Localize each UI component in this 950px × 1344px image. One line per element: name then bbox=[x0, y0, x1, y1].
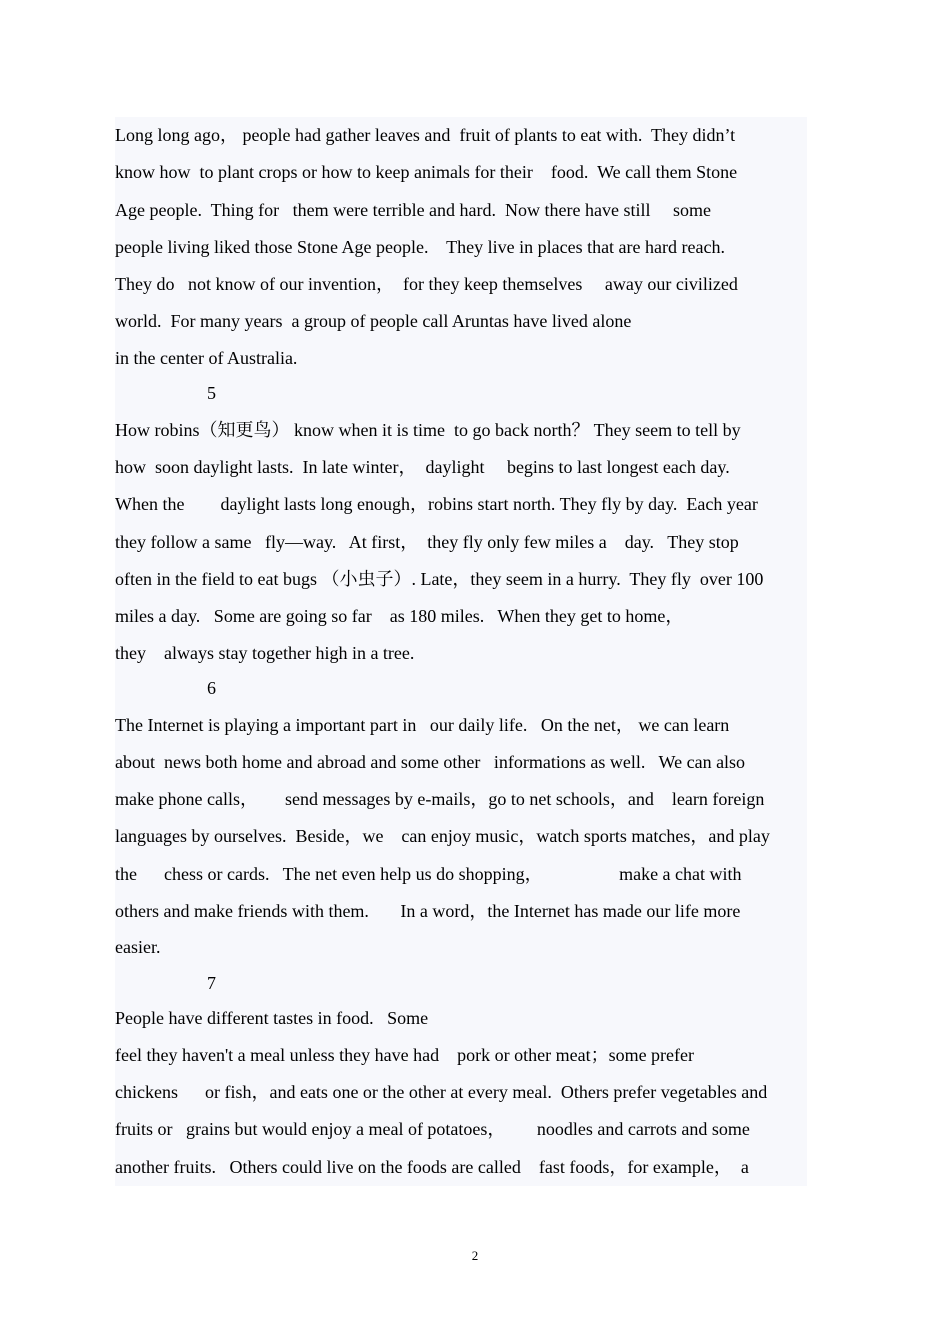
passage-line: When the daylight lasts long enough，robins start north. They fly by day. Each year bbox=[115, 494, 758, 515]
passage-line: make phone calls， send messages by e-mails，go to net schools，and learn foreign bbox=[115, 789, 765, 810]
document-body bbox=[115, 117, 807, 1186]
passage-line: they follow a same fly—way. At first， they fly only few miles a day. They stop bbox=[115, 531, 739, 552]
passage-line: People have different tastes in food. Some bbox=[115, 1008, 429, 1029]
passage-line: chickens or fish，and eats one or the other at every meal. Others prefer vegetables and bbox=[115, 1082, 768, 1103]
passage-line: world. For many years a group of people call Aruntas have lived alone bbox=[115, 311, 632, 332]
passage-line: The Internet is playing a important part in our daily life. On the net， we can learn bbox=[115, 714, 730, 735]
passage-line: How robins（知更鸟） know when it is time to go back north？ They seem to tell by bbox=[115, 419, 741, 440]
passage-line: people living liked those Stone Age people. They live in places that are hard reach. bbox=[115, 236, 725, 257]
passage-line: others and make friends with them. In a word，the Internet has made our life more bbox=[115, 901, 741, 922]
passage-line: feel they haven't a meal unless they have had pork or other meat；some prefer bbox=[115, 1044, 695, 1065]
question-number: 7 bbox=[207, 972, 216, 993]
passage-line: miles a day. Some are going so far as 180 miles. When they get to home， bbox=[115, 606, 684, 627]
passage-line: in the center of Australia. bbox=[115, 347, 298, 368]
passage-line: another fruits. Others could live on the foods are called fast foods，for example， a bbox=[115, 1156, 749, 1177]
passage-line: They do not know of our invention， for they keep themselves away our civilized bbox=[115, 274, 738, 295]
question-number: 6 bbox=[207, 678, 216, 699]
passage-line: how soon daylight lasts. In late winter， daylight begins to last longest each day. bbox=[115, 457, 730, 478]
passage-line: the chess or cards. The net even help us do shopping， make a chat with bbox=[115, 863, 742, 884]
passage-line: languages by ourselves. Beside，we can enjoy music，watch sports matches，and play bbox=[115, 826, 770, 847]
passage-line: know how to plant crops or how to keep animals for their food. We call them Stone bbox=[115, 162, 738, 183]
passage-line: fruits or grains but would enjoy a meal of potatoes， noodles and carrots and some bbox=[115, 1119, 750, 1140]
passage-line: often in the field to eat bugs （小虫子）. Late，they seem in a hurry. They fly over 100 bbox=[115, 568, 764, 589]
question-number: 5 bbox=[207, 383, 216, 404]
page-number: 2 bbox=[471, 1248, 479, 1263]
passage-line: Age people. Thing for them were terrible and hard. Now there have still some bbox=[115, 199, 711, 220]
passage-line: Long long ago， people had gather leaves and fruit of plants to eat with. They didn’t bbox=[115, 125, 736, 145]
passage-line: they always stay together high in a tree. bbox=[115, 642, 415, 663]
passage-line: easier. bbox=[115, 937, 161, 958]
passage-line: about news both home and abroad and some other informations as well. We can also bbox=[115, 751, 746, 772]
